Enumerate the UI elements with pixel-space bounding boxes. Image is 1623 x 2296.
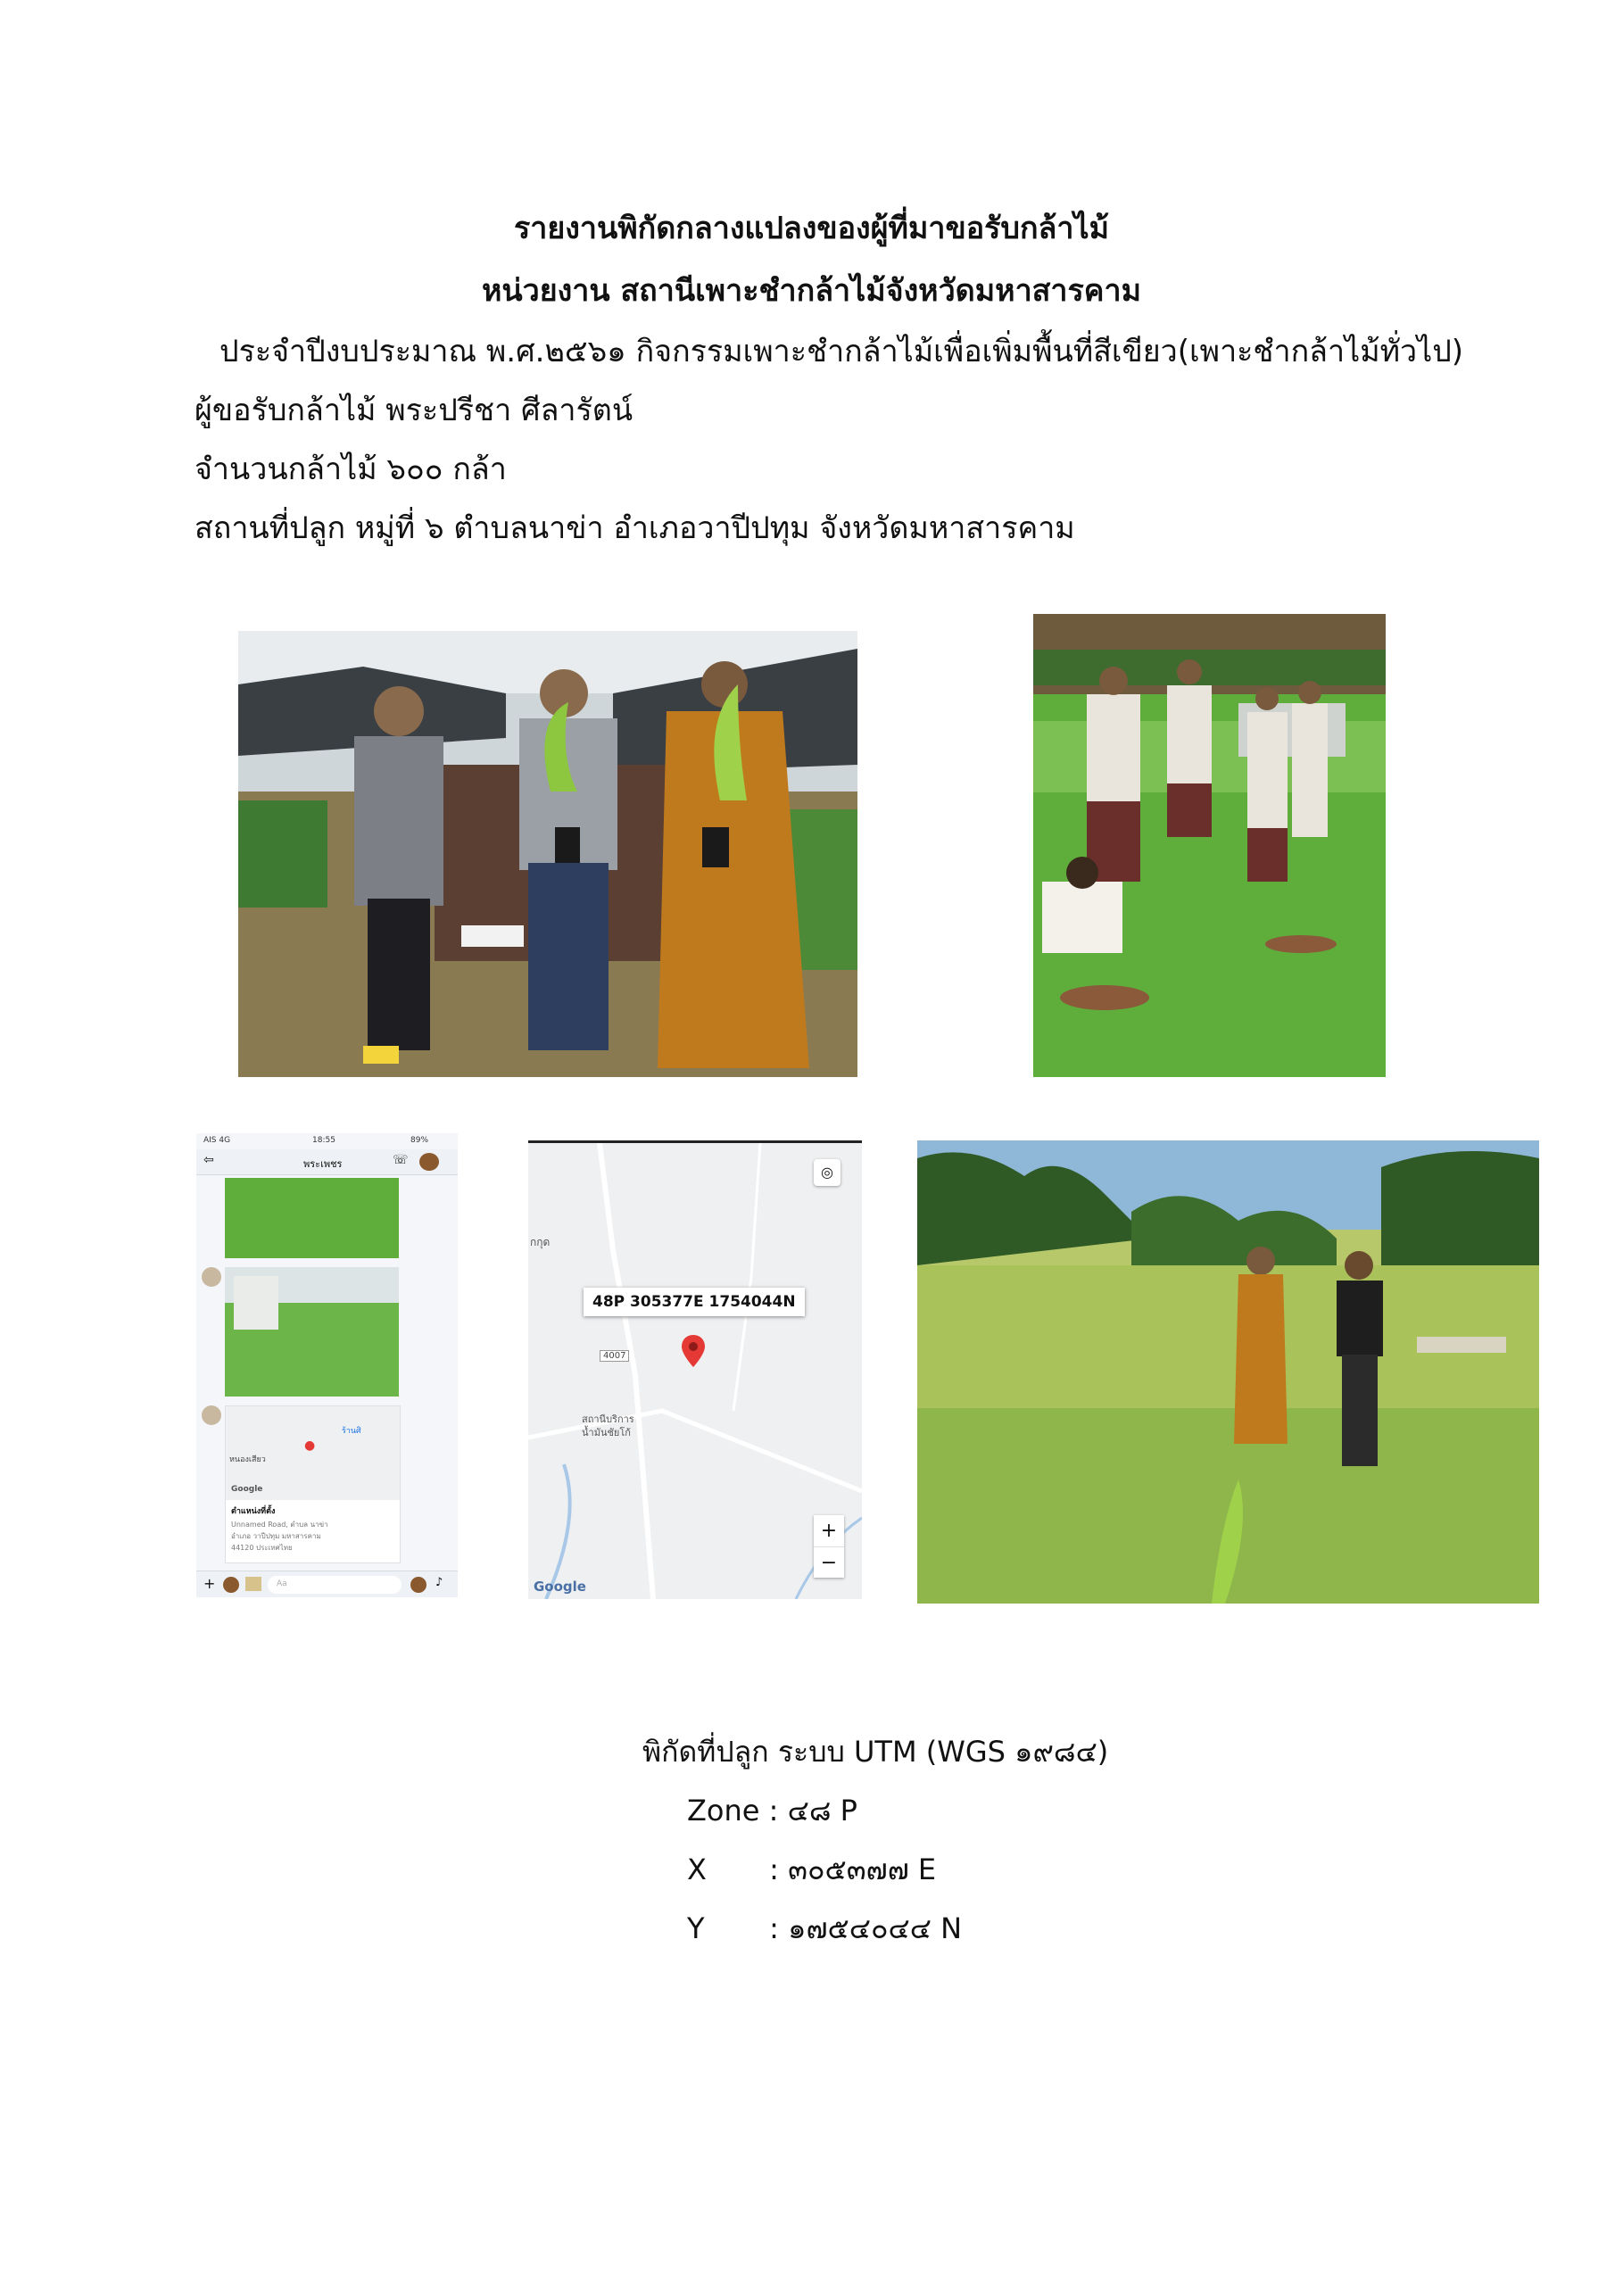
sticker-avatar-icon (419, 1153, 439, 1171)
message-input[interactable]: Aa (268, 1576, 402, 1594)
zoom-out-button[interactable]: − (820, 1552, 838, 1574)
road-number-label: 4007 (600, 1350, 629, 1362)
coordinates-heading: พิกัดที่ปลูก ระบบ UTM (WGS ๑๙๘๔) (642, 1735, 1109, 1769)
emoji-icon[interactable] (410, 1577, 426, 1593)
recipient-line: ผู้ขอรับกล้าไม้ พระปรีชา ศีลารัตน์ (195, 393, 633, 428)
back-icon[interactable]: ⇦ (203, 1153, 214, 1167)
document-title: รายงานพิกัดกลางแปลงของผู้ที่มาขอรับกล้าไม้ (514, 211, 1109, 246)
photo-planting-site (917, 1140, 1539, 1604)
y-value: : ๑๗๕๔๐๔๔ N (769, 1911, 963, 1945)
y-row (687, 1906, 962, 1952)
document-subtitle: หน่วยงาน สถานีเพาะชำกล้าไม้จังหวัดมหาสารคาม (481, 273, 1142, 309)
map-pin-icon (682, 1335, 705, 1367)
zone-row (687, 1788, 857, 1834)
location-address-1: Unnamed Road, ตำบล นาข่า (231, 1521, 328, 1529)
chat-title: พระเพชร (303, 1158, 343, 1170)
y-label: Y (687, 1911, 705, 1945)
x-label: X (687, 1853, 707, 1886)
map-place-label-1: กกุด (530, 1236, 551, 1248)
phone-chat-screenshot (196, 1133, 458, 1597)
battery-text: 89% (410, 1136, 429, 1145)
chat-image-1[interactable] (225, 1178, 399, 1258)
zone-value: ๔๘ P (787, 1794, 857, 1828)
location-address-3: 44120 ประเทศไทย (231, 1544, 293, 1552)
photo-seedling-handover (238, 631, 857, 1077)
budget-line: ประจำปีงบประมาณ พ.ศ.๒๕๖๑ กิจกรรมเพาะชำกล้าไม้เพื่อเพิ่มพื้นที่สีเขียว(เพาะชำกล้าไม้ทั่วไป) (219, 334, 1464, 369)
seedling-count-line: จำนวนกล้าไม้ ๖๐๐ กล้า (195, 452, 507, 487)
map-place-label: ร้านศิ (342, 1427, 361, 1436)
zoom-in-button[interactable]: + (814, 1515, 844, 1547)
map-place-label-2: หนองเสียว (229, 1455, 266, 1464)
avatar (202, 1405, 221, 1425)
map-place-label-2a: สถานีบริการ (582, 1413, 634, 1425)
utm-coordinate-label: 48P 305377E 1754044N (584, 1288, 805, 1316)
zone-label: Zone : (687, 1794, 779, 1828)
plus-icon[interactable]: + (203, 1575, 216, 1592)
my-location-icon[interactable]: ◎ (814, 1159, 840, 1186)
photo-group-planting (1033, 614, 1386, 1077)
map-place-label-2b: น้ำมันชัยโก้ (582, 1427, 631, 1438)
location-title: ตำแหน่งที่ตั้ง (231, 1507, 276, 1516)
phone-icon[interactable]: ☏ (393, 1153, 409, 1167)
carrier-text: AIS 4G (203, 1136, 231, 1145)
location-address-2: อำเภอ วาปีปทุม มหาสารคาม (231, 1532, 321, 1540)
google-logo: Google (231, 1485, 263, 1494)
microphone-icon[interactable]: ♪ (435, 1576, 443, 1589)
clock-text: 18:55 (312, 1136, 335, 1145)
gallery-icon[interactable] (245, 1577, 261, 1591)
chat-image-2[interactable] (225, 1267, 399, 1397)
location-message[interactable] (225, 1405, 401, 1563)
planting-location-line: สถานที่ปลูก หมู่ที่ ๖ ตำบลนาข่า อำเภอวาปีปทุม จังหวัดมหาสารคาม (195, 510, 1075, 546)
x-value: : ๓๐๕๓๗๗ E (769, 1853, 937, 1886)
x-row (687, 1847, 936, 1893)
avatar (202, 1267, 221, 1287)
map-screenshot (528, 1140, 862, 1599)
map-pin-icon: ● (304, 1438, 316, 1453)
sticker-icon[interactable] (223, 1577, 239, 1593)
google-logo: Google (534, 1579, 586, 1595)
